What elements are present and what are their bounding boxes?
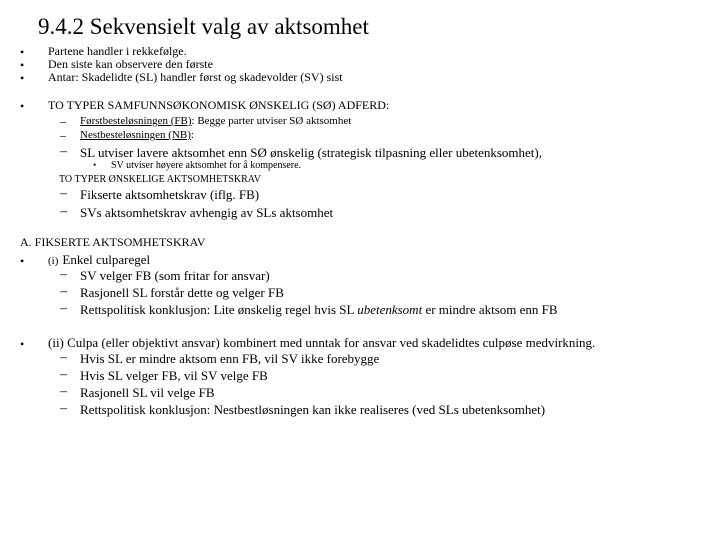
rule2-item: Rasjonell SL vil velge FB — [80, 385, 215, 400]
dash-marker: – — [60, 384, 67, 399]
standards-item: SVs aktsomhetskrav avhengig av SLs aktsomhet — [80, 205, 334, 220]
standards-item: Fikserte aktsomhetskrav (iflg. FB) — [80, 187, 260, 202]
rule2-item: Rettspolitisk konklusjon: Nestbestløsningen kan ikke realiseres (ved SLs ubetenksomhet) — [80, 402, 546, 417]
rule1-item: SV velger FB (som fritar for ansvar) — [80, 268, 270, 283]
fb-term: Førstbesteløsningen (FB) — [80, 115, 192, 127]
bullet-marker: • — [20, 58, 25, 72]
dash-marker: – — [60, 301, 67, 316]
dash-marker: – — [60, 128, 66, 142]
bullet-marker: • — [20, 254, 25, 268]
rule1-prefix: (i) — [48, 255, 59, 267]
nb-detail: SL utviser lavere aktsomhet enn SØ ønskelig (strategisk tilpasning eller ubetenksomhet), — [80, 145, 543, 160]
nb-term: Nestbesteløsningen (NB) — [80, 129, 191, 141]
intro-item: Partene handler i rekkefølge. — [48, 44, 187, 58]
dash-marker: – — [60, 144, 67, 159]
nb-sub: SV utviser høyere aktsomhet for å kompensere. — [111, 160, 302, 171]
rule1-conclusion-pre: Rettspolitisk konklusjon: Lite ønskelig regel hvis SL — [80, 302, 354, 317]
intro-item: Den siste kan observere den første — [48, 57, 213, 71]
dash-marker: – — [60, 204, 67, 219]
standards-heading: TO TYPER ØNSKELIGE AKTSOMHETSKRAV — [59, 174, 261, 185]
slide-title: 9.4.2 Sekvensielt valg av aktsomhet — [38, 14, 369, 39]
fb-rest: : Begge parter utviser SØ aktsomhet — [191, 115, 352, 127]
dash-marker: – — [60, 284, 67, 299]
optimal-heading: TO TYPER SAMFUNNSØKONOMISK ØNSKELIG (SØ) ADFERD: — [48, 98, 390, 112]
rule1-conclusion-em: ubetenksomt — [357, 302, 423, 317]
bullet-marker: • — [20, 45, 25, 59]
bullet-marker: • — [20, 71, 25, 85]
bullet-marker: • — [20, 99, 25, 113]
rule1-item: Rasjonell SL forstår dette og velger FB — [80, 285, 284, 300]
bullet-marker: • — [93, 160, 97, 170]
section-a-heading: A. FIKSERTE AKTSOMHETSKRAV — [20, 235, 206, 249]
bullet-marker: • — [20, 337, 25, 351]
rule2-item: Hvis SL velger FB, vil SV velge FB — [80, 368, 268, 383]
nb-definition — [80, 129, 194, 141]
fb-definition — [80, 115, 351, 127]
rule1-conclusion — [80, 302, 558, 318]
dash-marker: – — [60, 367, 67, 382]
rule1-label: Enkel culparegel — [62, 252, 151, 267]
dash-marker: – — [60, 114, 66, 128]
dash-marker: – — [60, 350, 67, 365]
dash-marker: – — [60, 401, 67, 416]
dash-marker: – — [60, 186, 67, 201]
rule2-item: Hvis SL er mindre aktsom enn FB, vil SV ikke forebygge — [80, 351, 380, 366]
dash-marker: – — [60, 267, 67, 282]
rule2-heading: (ii) Culpa (eller objektivt ansvar) kombinert med unntak for ansvar ved skadelidtes culpøse medvirkning. — [48, 335, 596, 350]
nb-rest: : — [190, 129, 194, 141]
intro-item: Antar: Skadelidte (SL) handler først og skadevolder (SV) sist — [48, 70, 343, 84]
rule1-conclusion-post: er mindre aktsom enn FB — [425, 302, 558, 317]
